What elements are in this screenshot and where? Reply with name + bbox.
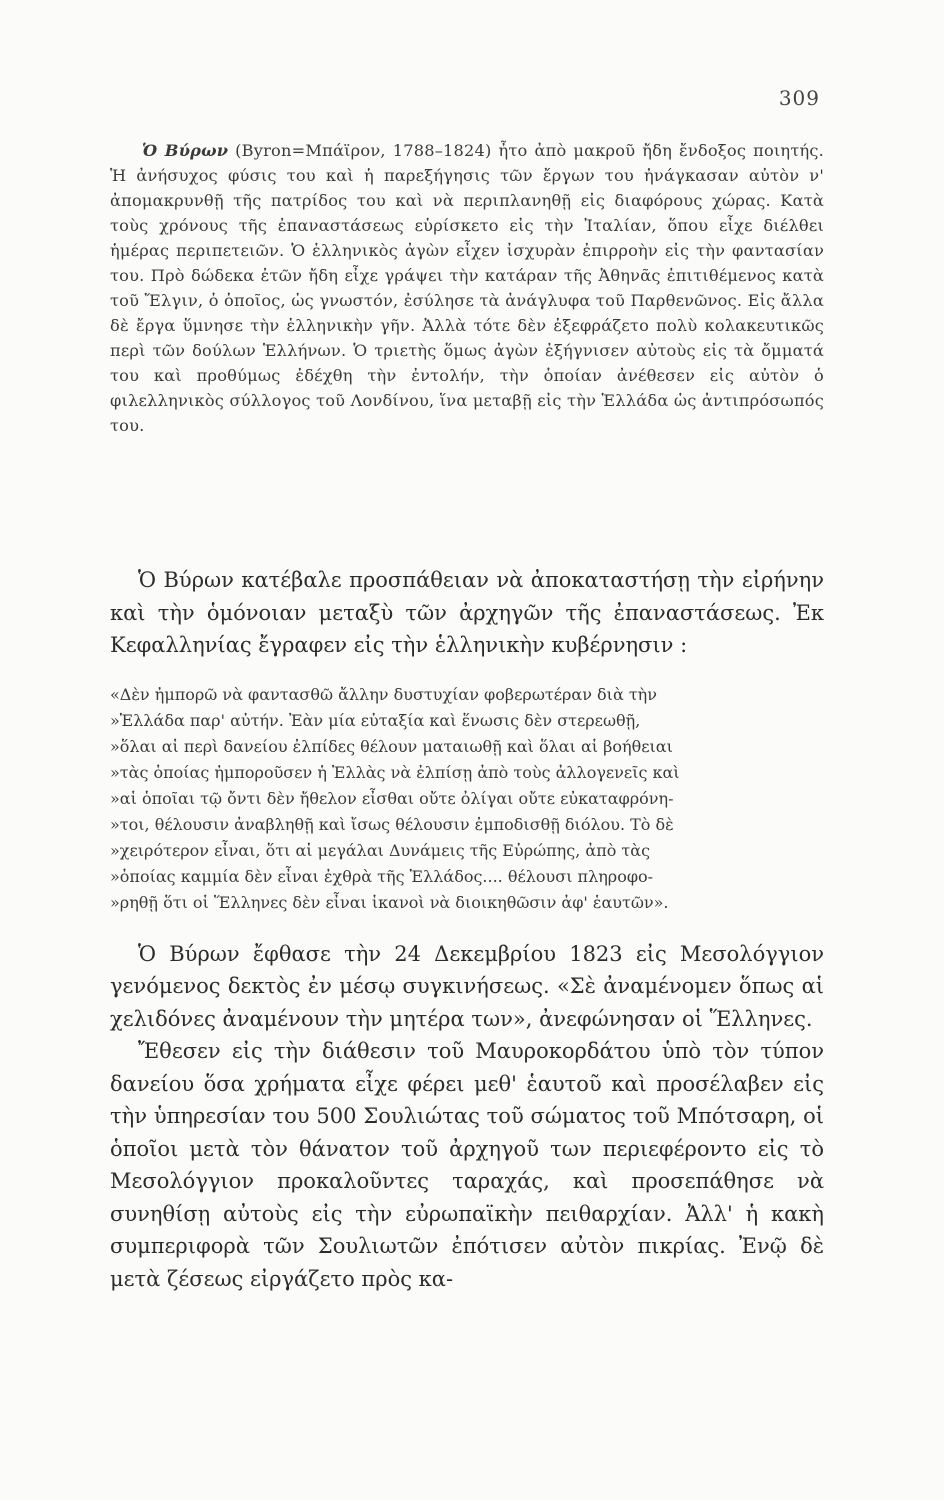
quote-line: «Δὲν ἠμπορῶ νὰ φαντασθῶ ἄλλην δυστυχίαν φοβερωτέραν διὰ τὴν <box>110 684 657 704</box>
footnote-paragraph <box>110 138 824 438</box>
page-number: 309 <box>778 86 820 110</box>
main-text <box>110 564 824 1295</box>
paragraph-2: Ὁ Βύρων ἔφθασε τὴν 24 Δεκεμβρίου 1823 εἰς Μεσολόγγιον γενόμενος δεκτὸς ἐν μέσῳ συγκινήσεως. «Σὲ ἀναμένομεν ὅπως αἱ χελιδόνες ἀναμένουν τὴν μητέρα των», ἀνεφώνησαν οἱ Ἕλληνες. <box>110 941 824 1031</box>
quote-line: »ὅλαι αἱ περὶ δανείου ἐλπίδες θέλουν ματαιωθῇ καὶ ὅλαι αἱ βοήθειαι <box>110 736 673 756</box>
quote-line: »ρηθῇ ὅτι οἱ Ἕλληνες δὲν εἶναι ἱκανοὶ νὰ διοικηθῶσιν ἀφ' ἑαυτῶν». <box>110 892 669 912</box>
footnote-text: (Byron=Μπάϊρον, 1788–1824) ἦτο ἀπὸ μακροῦ ἤδη ἔνδοξος ποιητής. Ἡ ἀνήσυχος φύσις του καὶ ἡ παρεξήγησις τῶν ἔργων του ἠνάγκασαν αὐτὸν ν' ἀπομακρυνθῇ τῆς πατρίδος του καὶ νὰ περιπλανηθῇ εἰς διαφόρους χώρας. Κατὰ τοὺς χρόνους τῆς ἐπαναστάσεως εὑρίσκετο εἰς τὴν Ἰταλίαν, ὅπου εἶχε διέλθει ἡμέρας περιπετειῶν. Ὁ ἑλληνικὸς ἀγὼν εἶχεν ἰσχυρὰν ἐπιρροὴν εἰς τὴν φαντασίαν του. Πρὸ δώδεκα ἐτῶν ἤδη εἶχε γράψει τὴν κατάραν τῆς Ἀθηνᾶς ἐπιτιθέμενος κατὰ τοῦ Ἔλγιν, ὁ ὁποῖος, ὡς γνωστόν, ἐσύλησε τὰ ἀνάγλυφα τοῦ Παρθενῶνος. Εἰς ἄλλα δὲ ἔργα ὕμνησε τὴν ἑλληνικὴν γῆν. Ἀλλὰ τότε δὲν ἐξεφράζετο πολὺ κολακευτικῶς περὶ τῶν δούλων Ἑλλήνων. Ὁ τριετὴς ὅμως ἀγὼν ἐξήγνισεν αὐτοὺς εἰς τὰ ὄμματά του καὶ προθύμως ἐδέχθη τὴν ἐντολήν, τὴν ὁποίαν ἀνέθεσεν εἰς αὐτὸν ὁ φιλελληνικὸς σύλλογος τοῦ Λονδίνου, ἵνα μεταβῇ εἰς τὴν Ἑλλάδα ὡς ἀντιπρόσωπός του. <box>110 141 824 435</box>
paragraph-1: Ὁ Βύρων κατέβαλε προσπάθειαν νὰ ἀποκαταστήσῃ τὴν εἰρήνην καὶ τὴν ὁμόνοιαν μεταξὺ τῶν ἀρχηγῶν τῆς ἐπαναστάσεως. Ἐκ Κεφαλληνίας ἔγραφεν εἰς τὴν ἑλληνικὴν κυβέρνησιν : <box>110 568 824 657</box>
footnote-block <box>110 138 824 438</box>
quote-line: »αἱ ὁποῖαι τῷ ὄντι δὲν ἤθελον εἶσθαι οὔτε ὀλίγαι οὔτε εὐκαταφρόνη- <box>110 788 674 808</box>
quoted-letter <box>110 682 824 916</box>
footnote-name: Ὁ Βύρων <box>142 141 229 160</box>
quote-line: »τὰς ὁποίας ἠμποροῦσεν ἡ Ἑλλὰς νὰ ἐλπίσῃ ἀπὸ τοὺς ἀλλογενεῖς καὶ <box>110 762 680 782</box>
quote-line: »τοι, θέλουσιν ἀναβληθῇ καὶ ἴσως θέλουσιν ἐμποδισθῇ διόλου. Τὸ δὲ <box>110 814 674 834</box>
quote-line: »χειρότερον εἶναι, ὅτι αἱ μεγάλαι Δυνάμεις τῆς Εὐρώπης, ἀπὸ τὰς <box>110 840 651 860</box>
quote-line: »Ἑλλάδα παρ' αὐτήν. Ἐὰν μία εὐταξία καὶ ἕνωσις δὲν στερεωθῇ, <box>110 710 641 730</box>
paragraph-3: Ἔθεσεν εἰς τὴν διάθεσιν τοῦ Μαυροκορδάτου ὑπὸ τὸν τύπον δανείου ὅσα χρήματα εἶχε φέρει μεθ' ἑαυτοῦ καὶ προσέλαβεν εἰς τὴν ὑπηρεσίαν του 500 Σουλιώτας τοῦ σώματος τοῦ Μπότσαρη, οἱ ὁποῖοι μετὰ τὸν θάνατον τοῦ ἀρχηγοῦ των περιεφέροντο εἰς τὸ Μεσολόγγιον προκαλοῦντες ταραχάς, καὶ προσεπάθησε νὰ συνηθίσῃ αὐτοὺς εἰς τὴν εὐρωπαϊκὴν πειθαρχίαν. Ἀλλ' ἡ κακὴ συμπεριφορὰ τῶν Σουλιωτῶν ἐπότισεν αὐτὸν πικρίας. Ἐνῷ δὲ μετὰ ζέσεως εἰργάζετο πρὸς κα- <box>110 1039 824 1291</box>
quote-line: »ὁποίας καμμία δὲν εἶναι ἐχθρὰ τῆς Ἑλλάδος.... θέλουσι πληροφο- <box>110 866 654 886</box>
